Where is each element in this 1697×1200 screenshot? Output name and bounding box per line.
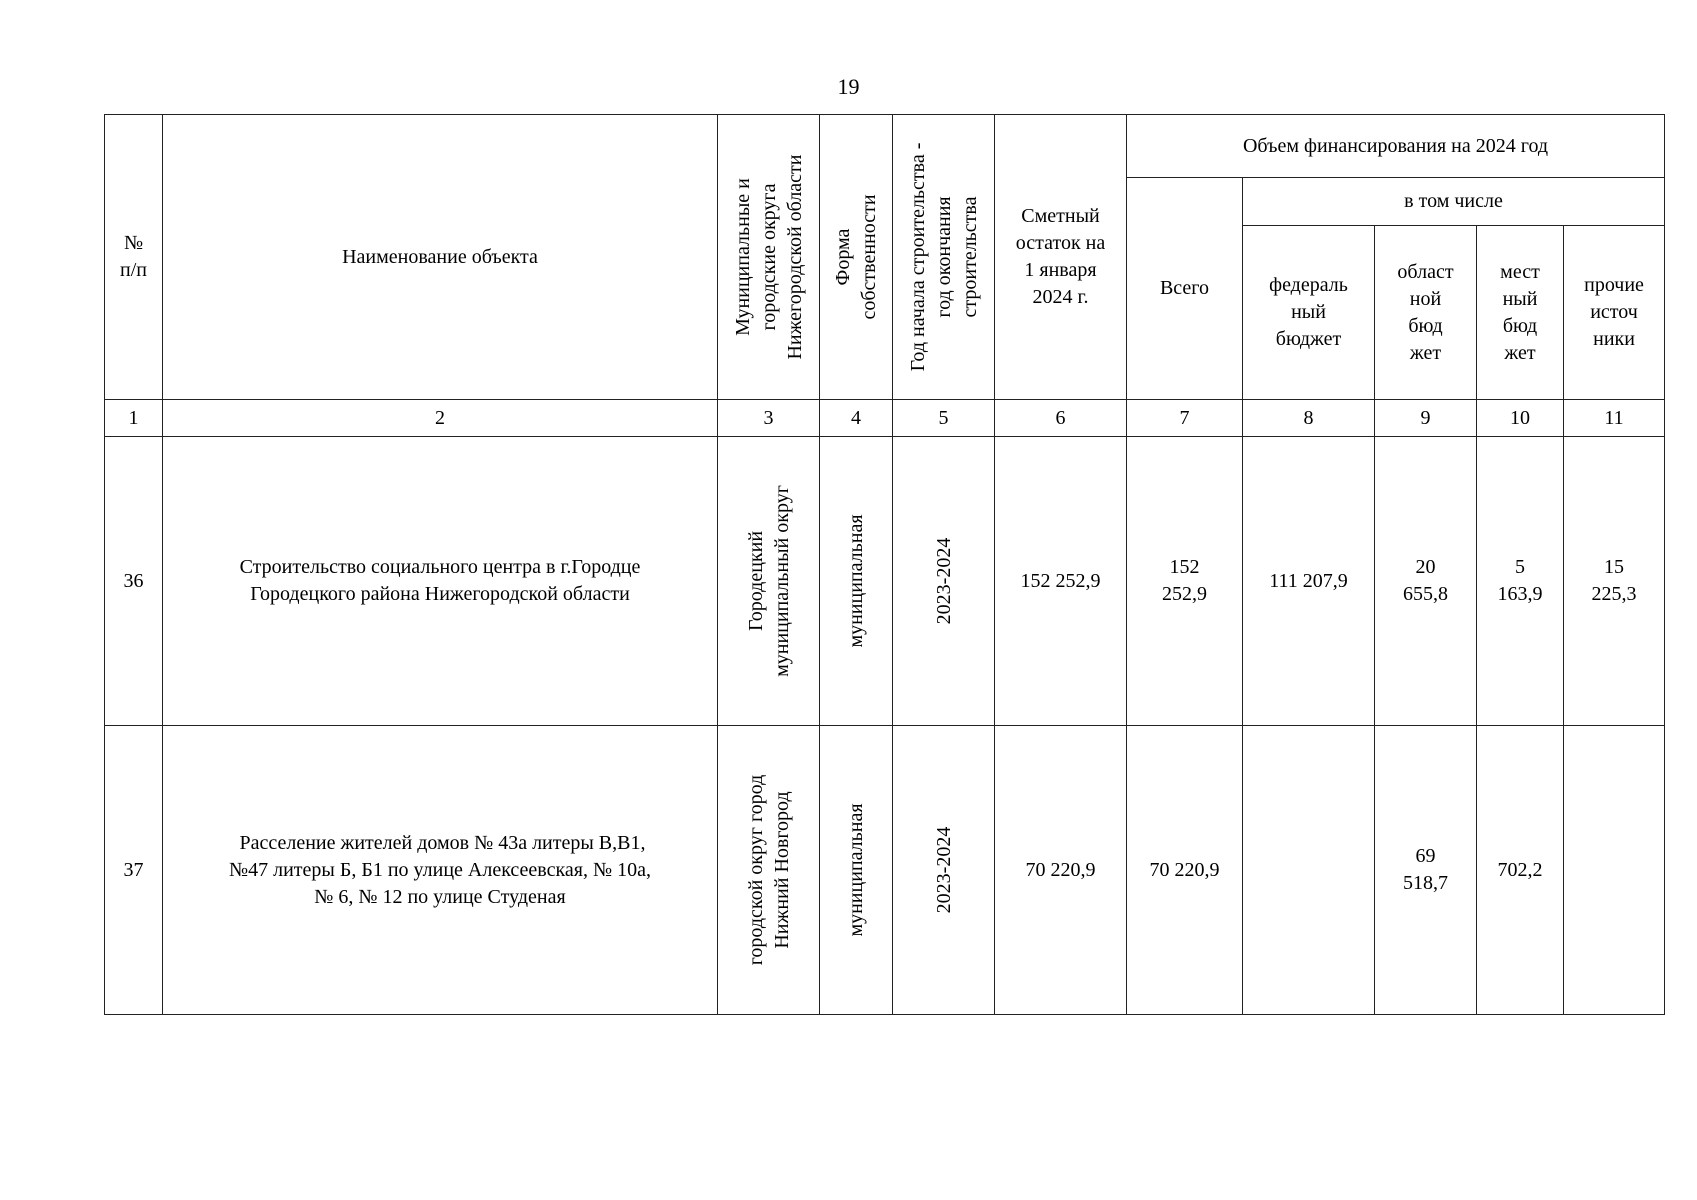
header-local	[1477, 226, 1564, 400]
header-regional-line: жет	[1409, 341, 1442, 364]
row-name-line: Расселение жителей домов № 43а литеры В,В1,	[234, 831, 646, 854]
row-name-line: № 6, № 12 по улице Студеная	[314, 885, 566, 908]
header-other-line: прочие	[1584, 274, 1644, 296]
column-number: 2	[163, 400, 718, 437]
row-estimate: 152 252,9	[995, 437, 1127, 726]
header-local-line: жет	[1504, 341, 1536, 364]
column-number: 1	[105, 400, 163, 437]
row-years-text: 2023-2024	[932, 537, 955, 625]
row-municipality-line: Нижний Новгород	[770, 791, 793, 949]
header-num-line: п/п	[120, 259, 147, 281]
row-name-line: Строительство социального центра в г.Городце	[239, 556, 641, 578]
header-municipality-line: Муниципальные и	[731, 178, 754, 336]
header-local-line: ный	[1502, 287, 1538, 310]
header-total: Всего	[1127, 178, 1243, 400]
row-regional	[1375, 437, 1477, 726]
row-municipality	[718, 726, 820, 1015]
row-ownership	[820, 726, 893, 1015]
header-funding-group: Объем финансирования на 2024 год	[1127, 115, 1665, 178]
header-estimate-line: Сметный	[1021, 205, 1100, 227]
header-regional-line: бюд	[1408, 314, 1443, 337]
column-number: 11	[1564, 400, 1665, 437]
row-regional-line: 20	[1415, 556, 1436, 578]
row-total-line: 70 220,9	[1149, 858, 1220, 881]
row-local-line: 702,2	[1497, 858, 1543, 881]
row-years	[893, 726, 995, 1015]
row-name	[163, 437, 718, 726]
header-regional-line: ной	[1409, 287, 1442, 310]
column-number: 10	[1477, 400, 1564, 437]
header-local-line: мест	[1500, 260, 1540, 283]
header-estimate-line: 1 января	[1024, 259, 1097, 281]
row-local	[1477, 726, 1564, 1015]
header-other-line: ники	[1593, 328, 1635, 350]
header-local-line: бюд	[1502, 314, 1538, 337]
row-other-line: 225,3	[1591, 583, 1637, 605]
header-municipality-line: Нижегородской области	[783, 154, 806, 360]
row-local-line: 5	[1515, 556, 1525, 578]
column-number: 5	[893, 400, 995, 437]
header-other-line: источ	[1590, 301, 1638, 323]
header-estimate-line: остаток на	[1015, 232, 1106, 254]
column-number: 6	[995, 400, 1127, 437]
header-municipality	[718, 115, 820, 400]
row-municipality-line: муниципальный округ	[770, 485, 793, 677]
header-estimate	[995, 115, 1127, 400]
column-number: 9	[1375, 400, 1477, 437]
header-num-line: №	[123, 232, 144, 254]
header-other	[1564, 226, 1665, 400]
row-total-line: 152	[1169, 556, 1200, 578]
row-other	[1564, 726, 1665, 1015]
row-name-line: №47 литеры Б, Б1 по улице Алексеевская, № 10а,	[229, 858, 651, 881]
row-municipality-line: Городецкий	[744, 530, 767, 632]
column-number-row	[105, 400, 1665, 437]
row-num: 37	[105, 726, 163, 1015]
header-federal	[1243, 226, 1375, 400]
header-ownership	[820, 115, 893, 400]
row-regional-line: 69	[1415, 845, 1436, 867]
table-row	[105, 437, 1665, 726]
header-regional	[1375, 226, 1477, 400]
row-num: 36	[105, 437, 163, 726]
row-total	[1127, 726, 1243, 1015]
row-estimate: 70 220,9	[995, 726, 1127, 1015]
row-federal: 111 207,9	[1243, 437, 1375, 726]
row-name-line: Городецкого района Нижегородской области	[250, 583, 630, 605]
financing-table	[104, 114, 1665, 1015]
header-years	[893, 115, 995, 400]
header-estimate-line: 2024 г.	[1032, 286, 1089, 308]
header-num	[105, 115, 163, 400]
header-regional-line: област	[1397, 260, 1454, 283]
header-municipality-line: городские округа	[757, 183, 780, 331]
row-ownership-text: муниципальная	[845, 803, 867, 937]
row-municipality-line: городской округ город	[744, 774, 767, 966]
row-regional	[1375, 726, 1477, 1015]
header-including: в том числе	[1243, 178, 1665, 226]
page-number: 19	[837, 74, 860, 99]
header-row-1	[105, 115, 1665, 178]
row-years-text: 2023-2024	[932, 826, 955, 914]
row-local	[1477, 437, 1564, 726]
header-federal-line: ный	[1291, 301, 1326, 323]
row-regional-line: 655,8	[1403, 583, 1448, 605]
row-name	[163, 726, 718, 1015]
row-federal	[1243, 726, 1375, 1015]
table-row	[105, 726, 1665, 1015]
column-number: 3	[718, 400, 820, 437]
row-ownership-text: муниципальная	[845, 514, 867, 648]
header-federal-line: бюджет	[1275, 328, 1342, 350]
row-years	[893, 437, 995, 726]
row-local-line: 163,9	[1497, 583, 1543, 605]
header-ownership-line: собственности	[858, 194, 880, 320]
column-number: 4	[820, 400, 893, 437]
row-regional-line: 518,7	[1403, 872, 1448, 894]
row-ownership	[820, 437, 893, 726]
header-federal-line: федераль	[1269, 274, 1348, 296]
header-years-line: год окончания	[932, 196, 955, 318]
column-number: 8	[1243, 400, 1375, 437]
row-other	[1564, 437, 1665, 726]
header-name: Наименование объекта	[163, 115, 718, 400]
header-years-line: строительства	[958, 196, 981, 318]
header-ownership-line: Форма	[832, 228, 854, 286]
row-total-line: 252,9	[1162, 583, 1207, 605]
header-years-line: Год начала строительства -	[906, 142, 929, 372]
column-number: 7	[1127, 400, 1243, 437]
row-total	[1127, 437, 1243, 726]
row-other-line: 15	[1604, 556, 1625, 578]
row-municipality	[718, 437, 820, 726]
